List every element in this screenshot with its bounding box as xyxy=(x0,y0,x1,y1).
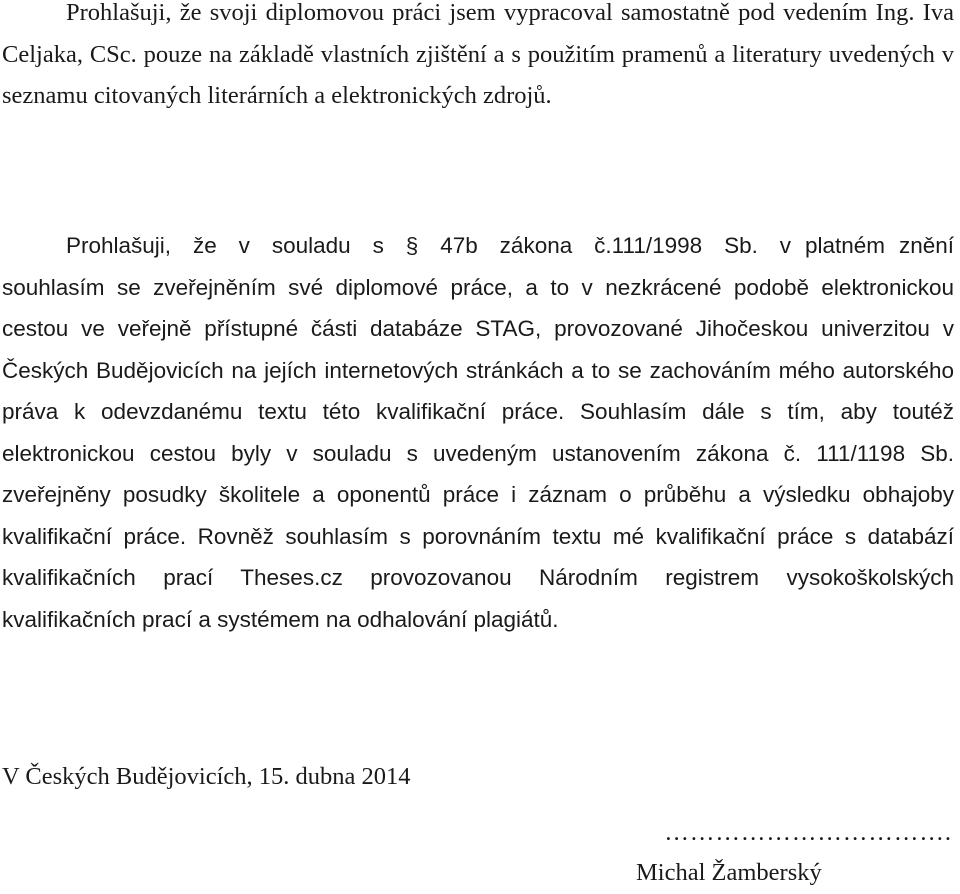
declaration-intro: Prohlašuji, že v souladu s xyxy=(66,233,406,258)
signature-name: Michal Žamberský xyxy=(636,859,822,886)
signature-line: ……………………………. xyxy=(664,819,952,846)
declaration-paragraph-publication xyxy=(2,225,954,640)
section-sign: § xyxy=(405,233,419,258)
law-reference: 47b zákona č.111/1998 Sb. xyxy=(418,233,780,258)
place-and-date: V Českých Budějovicích, 15. dubna 2014 xyxy=(2,763,411,790)
declaration-paragraph-authorship: Prohlašuji, že svoji diplomovou práci jsem vypracoval samostatně pod vedením Ing. Iva Celjaka, CSc. pouze na základě vlastních zjištění a s použitím pramenů a literatury uvedených v seznamu citovaných literárních a elektronických zdrojů. xyxy=(2,0,954,109)
declaration-body: v platném znění souhlasím se zveřejněním své diplomové práce, a to v nezkrácené podobě elektronickou cestou ve veřejně přístupné části databáze STAG, provozované Jihočeskou univerzitou v Českých Budějovicích na jejích internetových stránkách a to se zachováním mého autorského práva k odevzdanému textu této kvalifikační práce. Souhlasím dále s tím, aby toutéž elektronickou cestou byly v souladu s uvedeným ustanovením zákona č. 111/1198 Sb. zveřejněny posudky školitele a oponentů práce i záznam o průběhu a výsledku obhajoby kvalifikační práce. Rovněž souhlasím s porovnáním textu mé kvalifikační práce s databází kvalifikačních prací Theses.cz provozovanou Národním registrem vysokoškolských kvalifikačních prací a systémem na odhalování plagiátů. xyxy=(2,233,954,632)
